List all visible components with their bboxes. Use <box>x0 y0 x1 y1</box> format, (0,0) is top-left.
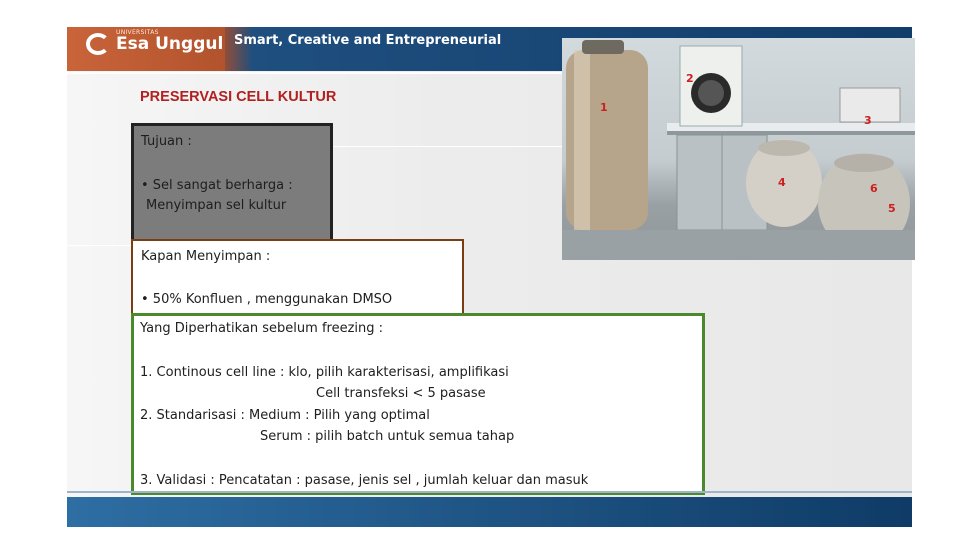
photo-label: 3 <box>864 114 872 127</box>
list-item-cont: Cell transfeksi < 5 pasase <box>316 386 486 401</box>
footer-bar <box>67 497 912 527</box>
header-tagline: Smart, Creative and Entrepreneurial <box>234 33 502 48</box>
photo-label: 6 <box>870 182 878 195</box>
photo-label: 2 <box>686 72 694 85</box>
purpose-box <box>131 123 333 243</box>
purpose-bullet-cont: Menyimpan sel kultur <box>146 198 287 213</box>
lab-photo-illustration <box>562 38 915 260</box>
photo-label: 1 <box>600 101 608 114</box>
list-item: 1. Continous cell line : klo, pilih karakterisasi, amplifikasi <box>140 365 509 380</box>
considerations-heading: Yang Diperhatikan sebelum freezing : <box>140 321 384 336</box>
list-item: 2. Standarisasi : Medium : Pilih yang optimal <box>140 408 430 423</box>
divider-line <box>67 245 131 246</box>
lab-equipment-photo <box>562 38 915 260</box>
purpose-heading: Tujuan : <box>141 134 192 149</box>
considerations-box <box>131 313 705 495</box>
purpose-bullet: • Sel sangat berharga : <box>141 178 293 193</box>
footer-divider <box>67 491 912 493</box>
slide-title: PRESERVASI CELL KULTUR <box>140 89 337 105</box>
list-item-cont: Serum : pilih batch untuk semua tahap <box>260 429 515 444</box>
divider-line <box>67 72 562 74</box>
logo-text: Esa Unggul <box>116 34 224 54</box>
when-heading: Kapan Menyimpan : <box>141 249 271 264</box>
divider-line <box>333 146 562 147</box>
photo-label: 4 <box>778 176 786 189</box>
when-box <box>131 239 464 319</box>
when-bullet: • 50% Konfluen , menggunakan DMSO <box>141 292 393 307</box>
logo-subtext: UNIVERSITAS <box>116 29 159 36</box>
list-item: 3. Validasi : Pencatatan : pasase, jenis sel , jumlah keluar dan masuk <box>140 473 589 488</box>
university-logo-icon <box>86 33 110 55</box>
photo-label: 5 <box>888 202 896 215</box>
